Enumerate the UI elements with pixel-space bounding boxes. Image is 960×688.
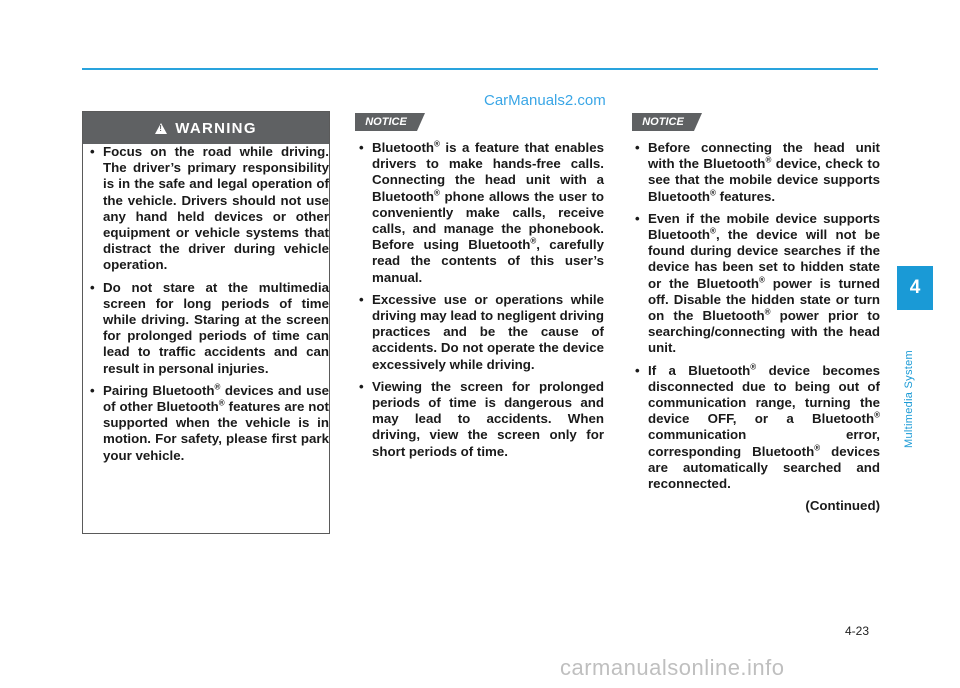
- warning-header: [83, 112, 329, 144]
- warning-triangle-icon: [155, 123, 167, 134]
- notice-list-1: [352, 140, 604, 460]
- notice-column-2: [628, 140, 880, 513]
- notice-column-1: [352, 140, 604, 466]
- list-item: • Bluetooth® is a feature that enables drivers to make hands-free calls. Connecting the head unit with a Bluetooth® phone allows the user to conveniently make calls, receive calls, and manage the phonebook. Before using Bluetooth®, carefully read the contents of this user’s manual.: [352, 140, 604, 286]
- list-item: • Focus on the road while driving. The driver’s primary responsibility is in the safe and legal operation of the vehicle. Drivers should not use any hand held devices or other equipment or vehicle systems that distract the driver during vehicle operation.: [83, 144, 329, 274]
- notice-badge-1: NOTICE: [355, 113, 417, 131]
- watermark-top[interactable]: CarManuals2.com: [484, 92, 606, 109]
- warning-list: [83, 144, 329, 464]
- chapter-tab: 4: [897, 266, 933, 310]
- warning-box: [82, 111, 330, 534]
- notice-list-2: [628, 140, 880, 492]
- continued-label: (Continued): [805, 498, 880, 514]
- list-item: • Even if the mobile device supports Bluetooth®, the device will not be found during device searches if the device has been set to hidden state or the Bluetooth® power is turned off. Disable the hidden state or turn on the Bluetooth® power prior to searching/connecting with the head unit.: [628, 211, 880, 357]
- list-item: • Before connecting the head unit with the Bluetooth® device, check to see that the mobile device supports Bluetooth® features.: [628, 140, 880, 205]
- top-rule: [82, 68, 878, 70]
- list-item: • If a Bluetooth® device becomes disconnected due to being out of communication range, turning the device OFF, or a Bluetooth® communication error, corresponding Bluetooth® devices are automatically searched and reconnected.: [628, 363, 880, 493]
- list-item: • Do not stare at the multimedia screen for long periods of time while driving. Staring at the screen for prolonged periods of time can lead to traffic accidents and can result in personal injuries.: [83, 280, 329, 377]
- list-item: • Excessive use or operations while driving may lead to negligent driving practices and be the cause of accidents. Do not operate the device excessively while driving.: [352, 292, 604, 373]
- list-item: • Viewing the screen for prolonged periods of time is dangerous and may lead to accidents. When driving, view the screen only for short periods of time.: [352, 379, 604, 460]
- page-number: 4-23: [845, 624, 870, 638]
- list-item: • Pairing Bluetooth® devices and use of other Bluetooth® features are not supported when the vehicle is in motion. For safety, please first park your vehicle.: [83, 383, 329, 464]
- section-label: [903, 318, 929, 448]
- section-title: Multimedia System: [903, 349, 915, 448]
- warning-label: WARNING: [175, 119, 257, 137]
- watermark-bottom[interactable]: carmanualsonline.info: [560, 655, 785, 680]
- notice-badge-2: NOTICE: [632, 113, 694, 131]
